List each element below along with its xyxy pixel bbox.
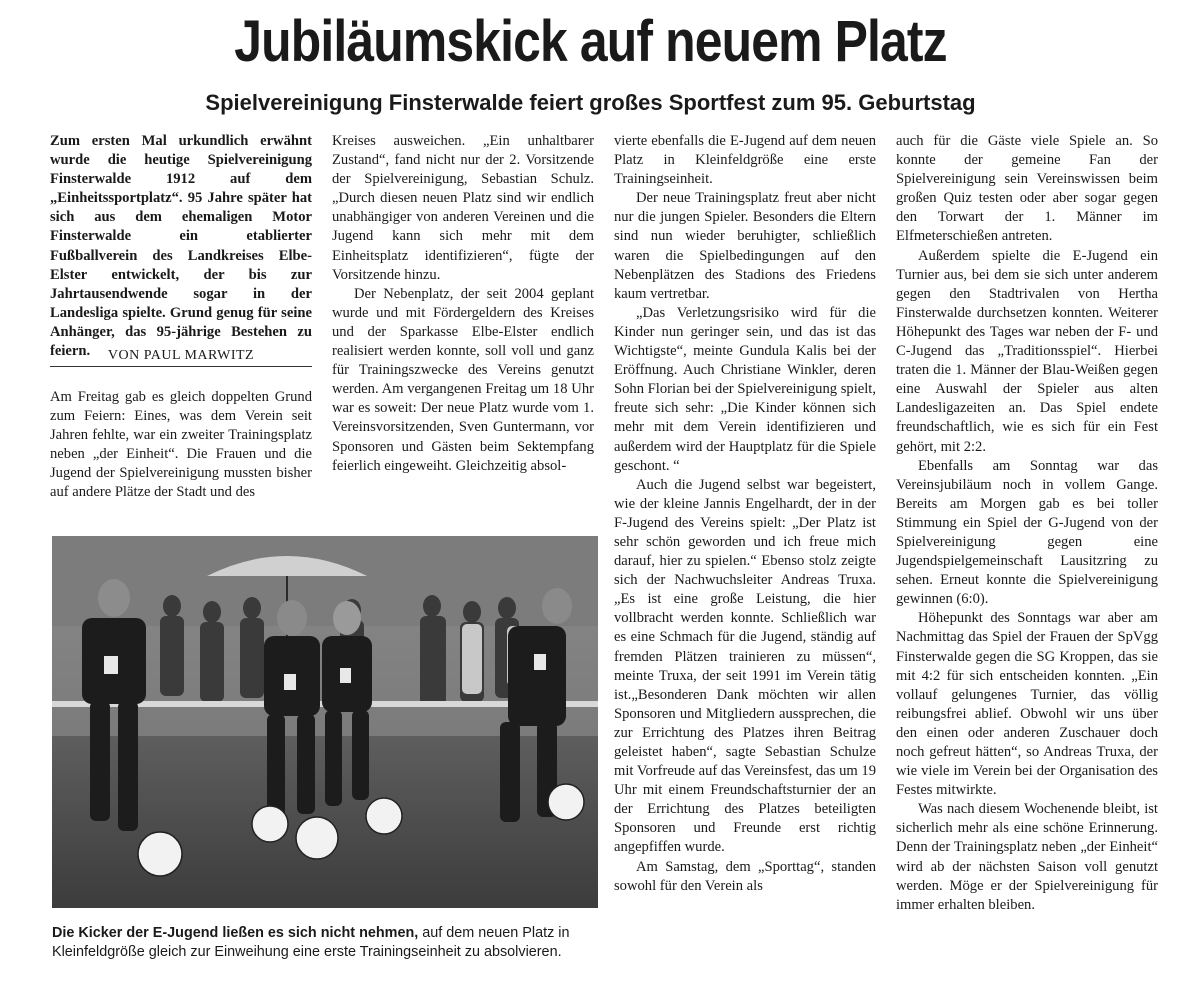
column-3-paragraph: vierte ebenfalls die E-Jugend auf dem neuen Platz in Kleinfeldgröße eine erste Trainingseinheit. [614,133,876,188]
column-3 [614,132,876,896]
column-4-paragraph: auch für die Gäste viele Spiele an. So konnte der gemeine Fan der Spielvereinigung sein Vereinswissen beim großen Quiz testen oder aber sogar gegen den Torwart der 1. Männer im Elfmeterschießen antreten. [896,133,1158,245]
lead-paragraph: Zum ersten Mal urkundlich erwähnt wurde die heutige Spielvereinigung Finsterwalde 1912 auf dem „Einheitssportplatz“. 95 Jahre später hat sich aus dem ehemaligen Motor Finsterwalde ein etablierter Fußballverein des Landkreises Elbe-Elster entwickelt, der bis zur Jahrtausendwende sogar in der Landesliga spielte. Grund genug für seine Anhänger, das 95-jährige Bestehen zu feiern. [50,133,312,360]
byline: VON PAUL MARWITZ [50,348,312,367]
column-3-paragraph: Am Samstag, dem „Sporttag“, standen sowohl für den Verein als [614,858,876,894]
column-1-body [50,388,312,503]
column-4-paragraph: Höhepunkt des Sonntags war aber am Nachmittag das Spiel der Frauen der SpVgg Finsterwalde gegen die SG Kroppen, das sie mit 4:2 für sich entscheiden konnten. „Ein vollauf gelungenes Turnier, das völlig reibungsfrei ablief. Obwohl wir uns über den einen oder anderen Zuschauer doch noch gefreut hätten“, so Andreas Truxa, der wie viele im Verein bei der Organisation des Festes mitwirkte. [896,610,1158,799]
column-2-paragraph: Kreises ausweichen. „Ein unhaltbarer Zustand“, fand nicht nur der 2. Vorsitzende der Spielvereinigung, Sebastian Schulz. „Durch diesen neuen Platz sind wir endlich unabhängiger von anderen Vereinen und die Jugend kann sich mehr mit dem Einheitsplatz identifizieren“, fügte der Vorsitzende hinzu. [332,133,594,283]
photo-caption [52,924,598,962]
column-4-paragraph: Außerdem spielte die E-Jugend ein Turnier aus, bei dem sie sich unter anderem gegen den Stadtrivalen von Hertha Finsterwalde durchsetzen konnten. Weiterer Höhepunkt des Tages war neben der F- und C-Jugend das „Traditionsspiel“. Hierbei traten die 1. Männer der Blau-Weißen gegen eine Auswahl der Spieler aus alten Landesligazeiten an. Das Spiel endete freundschaftlich, wie es sich für ein Fest gehört, mit 2:2. [896,247,1158,455]
column-2-paragraph: Der Nebenplatz, der seit 2004 geplant wurde und mit Fördergeldern des Kreises und der Sparkasse Elbe-Elster endlich realisiert werden konnte, soll voll und ganz für Trainingszwecke des Vereins genutzt werden. Am vergangenen Freitag um 18 Uhr war es soweit: Der neue Platz wurde vom 1. Vereinsvorsitzenden, Sven Guntermann, vor Sponsoren und Gästen beim Sektempfang feierlich eingeweiht. Gleichzeitig absol- [332,285,594,474]
column-4 [896,132,1158,915]
column-4-paragraph: Ebenfalls am Sonntag war das Vereinsjubiläum noch in vollem Gange. Bereits am Morgen gab es bei toller Stimmung ein Spiel der G-Jugend von der Spielvereinigung gegen eine Jugendspielgemeinschaft Lausitzring zu sehen. Erneut konnte die Spielvereinigung gewinnen (6:0). [896,457,1158,608]
column-3-paragraph: Der neue Trainingsplatz freut aber nicht nur die jungen Spieler. Besonders die Eltern sind nun wieder beruhigter, schließlich waren die Spielbedingungen auf den Nebenplätzen des Stadions des Friedens kaum vertretbar. [614,190,876,302]
caption-text: auf dem neuen Platz in Kleinfeldgröße gleich zur Einweihung eine erste Trainingseinheit zu absolvieren. [52,925,570,960]
column-3-paragraph: Auch die Jugend selbst war begeistert, wie der kleine Jannis Engelhardt, der in der F-Jugend des Vereins spielt: „Der Platz ist sehr schön geworden und ich freue mich darauf, hier zu spielen.“ Ebenso stolz zeigte sich der Nachwuchsleiter Andreas Truxa. „Es ist eine große Leistung, die hier vollbracht werden konnte. Schließlich war es eine Schmach für die Jugend, ständig auf fremden Plätzen trainieren zu müssen“, meinte Truxa, der seit 1991 im Verein tätig ist.„Besonderen Dank möchten wir allen Sponsoren und Mitgliedern aussprechen, die zur Errichtung des Platzes ihren Beitrag geleistet haben“, sagte Sebastian Schulze mit Vorfreude auf das Vereinsfest, das um 19 Uhr mit einem Freundschaftsturnier der an der Errichtung des Platzes beteiligten Sponsoren und Freunde erst richtig angepfiffen wurde. [614,476,876,856]
article-photo [52,536,598,908]
subheadline: Spielvereinigung Finsterwalde feiert großes Sportfest zum 95. Geburtstag [205,90,976,115]
column-1-paragraph: Am Freitag gab es gleich doppelten Grund zum Feiern: Eines, was dem Verein seit Jahren fehlte, war ein zweiter Trainingsplatz neben „der Einheit“. Die Frauen und die Jugend der Spielvereinigung mussten bisher auf andere Plätze der Stadt und des [50,389,312,501]
caption-bold: Die Kicker der E-Jugend ließen es sich nicht nehmen, [52,925,419,941]
column-3-paragraph: „Das Verletzungsrisiko wird für die Kinder nun geringer sein, und das ist das Wichtigste“, meinte Gundula Kalis bei der Eröffnung. Auch Christiane Winkler, deren Sohn Florian bei der Spielvereinigung spielt, freute sich sehr: „Die Kinder können sich mehr mit dem Verein identifizieren und außerdem wird der Hauptplatz für die Spiele geschont. “ [614,304,876,474]
column-4-paragraph: Was nach diesem Wochenende bleibt, ist sicherlich mehr als eine schöne Erinnerung. Denn der Trainingsplatz neben „der Einheit“ wird ab der nächsten Saison voll genutzt werden. Möge er der Spielvereinigung für immer erhalten bleiben. [896,801,1158,913]
column-1-lead [50,132,312,361]
photo-football-training-image [52,536,598,908]
headline: Jubiläumskick auf neuem Platz [234,9,947,74]
column-2 [332,132,594,476]
